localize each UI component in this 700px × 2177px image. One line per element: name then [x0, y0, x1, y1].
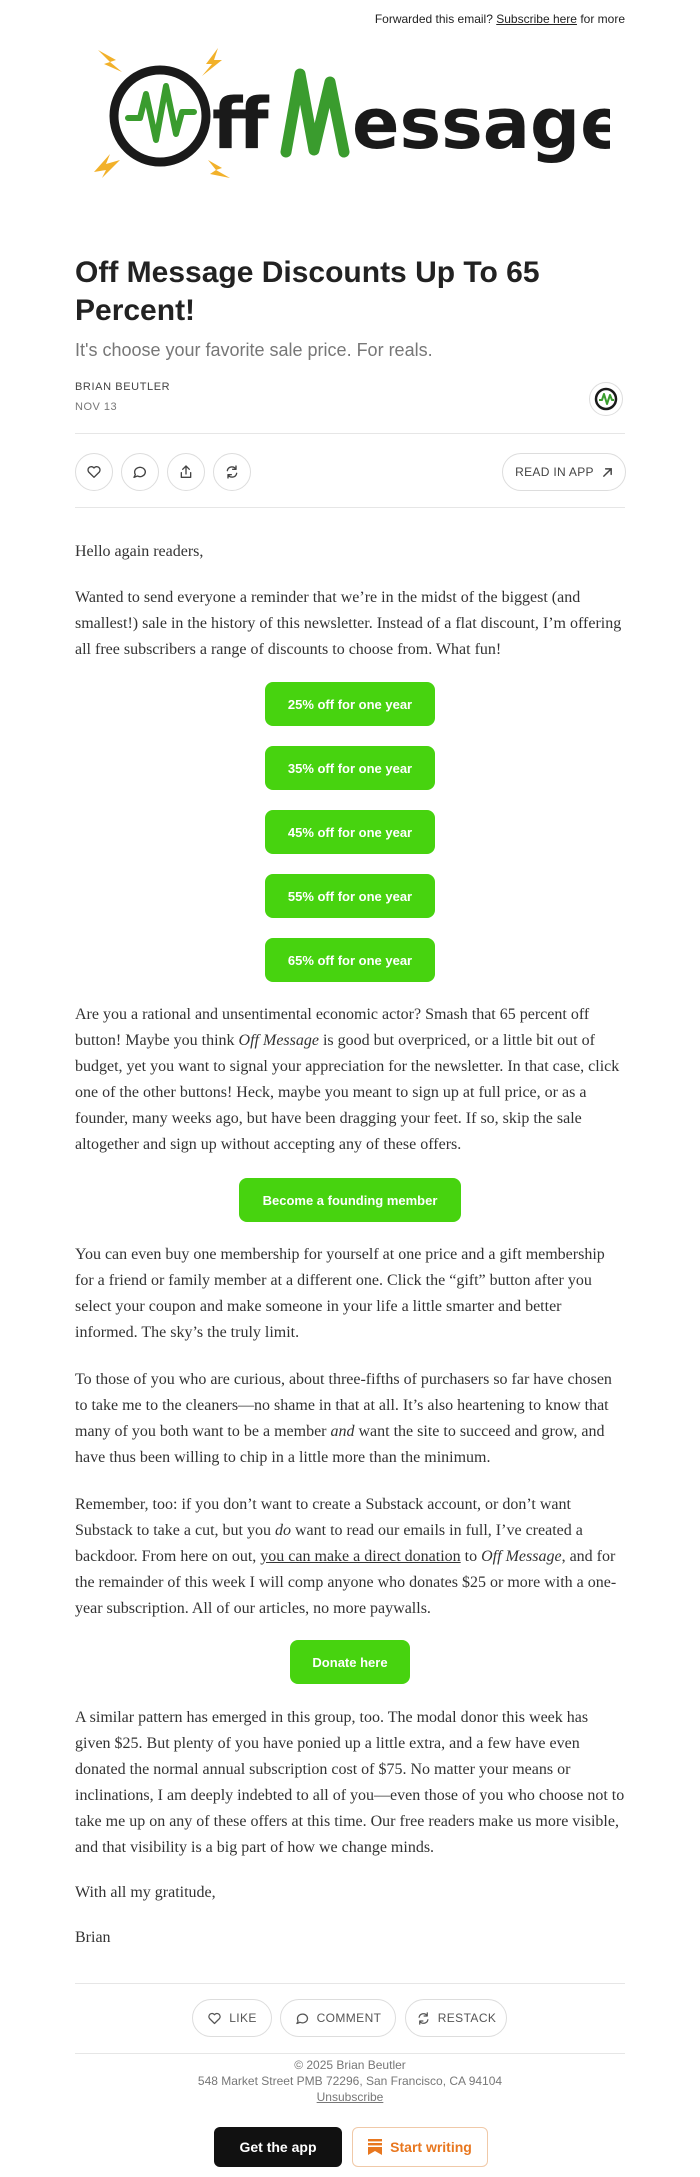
off-message-logo[interactable] [90, 42, 610, 192]
like-button[interactable] [75, 453, 113, 491]
closing-line: With all my gratitude, [75, 1884, 216, 1901]
unsubscribe-link[interactable]: Unsubscribe [316, 2090, 384, 2104]
heart-icon [86, 464, 102, 480]
signature: Brian [75, 1929, 111, 1946]
comment-icon [295, 2011, 310, 2026]
author-name[interactable]: BRIAN BEUTLER [75, 381, 171, 393]
svg-text:ff: ff [212, 83, 269, 165]
coupon-65-button[interactable]: 65% off for one year [265, 938, 435, 982]
post-title[interactable]: Off Message Discounts Up To 65 Percent! [75, 256, 540, 327]
post-subtitle: It's choose your favorite sale price. For reals. [75, 340, 433, 360]
comment-button[interactable] [121, 453, 159, 491]
coupon-45-button[interactable]: 45% off for one year [265, 810, 435, 854]
donate-button[interactable]: Donate here [290, 1640, 410, 1684]
restack-icon [416, 2011, 431, 2026]
read-in-app-button[interactable]: READ IN APP [502, 453, 626, 491]
get-the-app-button[interactable]: Get the app [214, 2127, 342, 2167]
restack-button[interactable] [213, 453, 251, 491]
copyright: © 2025 Brian Beutler [294, 2058, 406, 2072]
direct-donation-link[interactable]: you can make a direct donation [260, 1548, 461, 1565]
divider [75, 507, 625, 508]
bottom-comment-button[interactable]: COMMENT [280, 1999, 396, 2037]
start-writing-button[interactable]: Start writing [352, 2127, 488, 2167]
post-date: NOV 13 [75, 401, 118, 413]
heart-icon [207, 2011, 222, 2026]
gift-paragraph: You can even buy one membership for yourself at one price and a gift membership for a friend or family member at a different one. Click the “gift” button after you select your coupon and make someone in your life a little smarter and better informed. The sky’s the truly limit. [75, 1246, 605, 1341]
svg-text:essage: essage [352, 83, 610, 165]
share-icon [178, 464, 194, 480]
bottom-restack-button[interactable]: RESTACK [405, 1999, 507, 2037]
forwarded-notice: Forwarded this email? Subscribe here for more [374, 12, 625, 26]
donation-paragraph: Remember, too: if you don’t want to create a Substack account, or don’t want Substack to take a cut, but you do want to read our emails in full, I’ve created a backdoor. From here on out, you can make a direct donation to Off Message, and for the remainder of this week I will comp anyone who donates $25 or more with a one-year subscription. All of our articles, no more paywalls. [75, 1496, 617, 1617]
comment-icon [132, 464, 148, 480]
author-avatar[interactable] [589, 382, 623, 416]
coupon-25-button[interactable]: 25% off for one year [265, 682, 435, 726]
share-button[interactable] [167, 453, 205, 491]
restack-icon [224, 464, 240, 480]
mailing-address: 548 Market Street PMB 72296, San Francisco, CA 94104 [197, 2074, 503, 2088]
arrow-up-right-icon [602, 467, 613, 478]
founding-member-button[interactable]: Become a founding member [239, 1178, 461, 1222]
divider [75, 433, 625, 434]
unsubscribe-row [75, 2090, 625, 2104]
substack-icon [368, 2139, 382, 2155]
coupon-55-button[interactable]: 55% off for one year [265, 874, 435, 918]
divider [75, 2053, 625, 2054]
rational-actor-paragraph: Are you a rational and unsentimental economic actor? Smash that 65 percent off button! Maybe you think Off Message is good but overpriced, or a little bit out of budget, yet you want to signal your appreciation for the newsletter. In that case, click one of the other buttons! Heck, maybe you meant to sign up at full price, or as a founder, many weeks ago, but have been dragging your feet. If so, skip the sale altogether and sign up without accepting any of these offers. [75, 1006, 620, 1153]
avatar-logo-icon [593, 386, 619, 412]
bottom-like-button[interactable]: LIKE [192, 1999, 272, 2037]
coupon-35-button[interactable]: 35% off for one year [265, 746, 435, 790]
divider [75, 1983, 625, 1984]
logo-graphic [90, 42, 610, 192]
donor-pattern-paragraph: A similar pattern has emerged in this group, too. The modal donor this week has given $25. But plenty of you have ponied up a little extra, and a few have even donated the normal annual subscription cost of $75. No matter your means or inclinations, I am deeply indebted to all of you—even those of you who choose not to take me up on any of these offers at this time. Our free readers make us more visible, and that visibility is a big part of how we change minds. [75, 1709, 625, 1856]
purchasers-paragraph: To those of you who are curious, about three-fifths of purchasers so far have chosen to take me to the cleaners—no shame in that at all. It’s also heartening to know that many of you both want to be a member and want the site to succeed and grow, and have thus been willing to chip in a little more than the minimum. [75, 1371, 612, 1466]
greeting: Hello again readers, [75, 543, 204, 560]
intro-paragraph: Wanted to send everyone a reminder that we’re in the midst of the biggest (and smallest!) sale in the history of this newsletter. Instead of a flat discount, I’m offering all free subscribers a range of discounts to choose from. What fun! [75, 589, 622, 658]
subscribe-link[interactable]: Subscribe here [496, 12, 577, 26]
